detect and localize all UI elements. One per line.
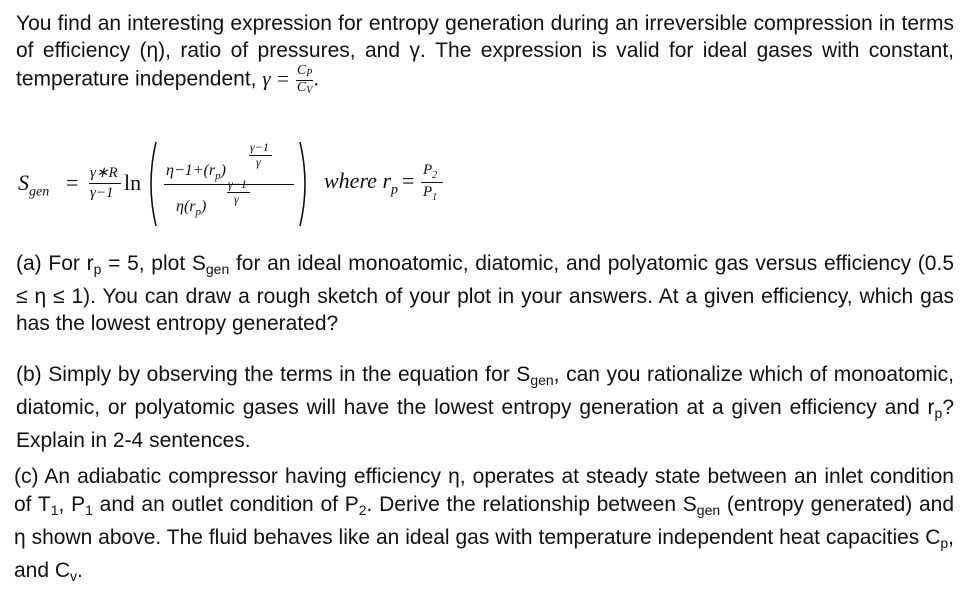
cp-over-cv-fraction: [296, 64, 313, 96]
num-exp-denominator: γ: [256, 155, 261, 169]
coef-numerator: γ∗R: [90, 165, 118, 181]
intro-text: You find an interesting expression for entropy generation during an irreversible compression in terms of efficiency (η), ratio of pressures, and γ. The expression is valid for ideal gases with constant, temperature independent,: [16, 12, 954, 91]
cp-subscript: P: [306, 68, 313, 79]
part-a-paragraph: (a) For $r_p = 5$, plot $S_{gen}$ for an ideal monoatomic, diatomic, and polyatomic gas versus efficiency (0.5 ≤ η ≤ 1). You can draw a rough sketch of your plot in your answers. At a given efficiency, which gas has the lowest entropy generated?: [16, 252, 954, 335]
where-rp-label: where $r_p$: [324, 168, 399, 198]
cp-label: C: [296, 63, 307, 78]
cv-label: C: [296, 79, 307, 95]
ln-operator: ln: [124, 170, 142, 195]
num-exp-numerator: γ−1: [250, 140, 269, 154]
den-exp-numerator: γ−1: [228, 177, 247, 191]
inner-denominator: $\eta(r_p)$: [176, 198, 207, 219]
cv-subscript: V: [306, 84, 313, 96]
right-paren: [297, 140, 311, 228]
left-paren: [145, 140, 159, 228]
den-exp-denominator: γ: [234, 192, 239, 206]
p2-symbol: $P_2$: [423, 162, 438, 181]
pressure-ratio-bar: [421, 182, 443, 183]
where-equals: =: [402, 168, 415, 193]
inner-numerator: $\eta-1+(r_p)$: [166, 162, 226, 183]
sgen-subscript: gen: [530, 372, 554, 388]
rp-subscript: p: [93, 261, 102, 277]
p1-symbol: $P_1$: [423, 184, 438, 203]
part-c-paragraph: (c) An adiabatic compressor having efficiency η, operates at steady state between an inlet condition of $T_1$, $P_1$ and an outlet condition of $P_2$. Derive the relationship between $S_{gen}$ (entropy generated) and η shown above. The fluid behaves like an ideal gas with temperature independent heat capacities $C_p$, and $C_v$.: [14, 465, 955, 584]
equals-sign: =: [66, 170, 79, 195]
intro-period: .: [313, 67, 320, 91]
gamma-symbol: γ =: [262, 66, 291, 91]
part-b-paragraph: (b) Simply by observing the terms in the equation for $S_{gen}$, can you rationalize which of monoatomic, diatomic, or polyatomic gases will have the lowest entropy generation at a given efficiency and $r_p$? Explain in 2-4 sentences.: [16, 363, 955, 452]
entropy-equation: [18, 138, 478, 230]
sgen-symbol: $S_{gen}$: [18, 170, 50, 200]
coef-fraction-bar: [89, 183, 121, 184]
rp-subscript: p: [934, 405, 943, 421]
intro-paragraph: [16, 10, 954, 96]
coef-denominator: γ−1: [90, 185, 114, 201]
sgen-subscript: gen: [205, 261, 230, 277]
